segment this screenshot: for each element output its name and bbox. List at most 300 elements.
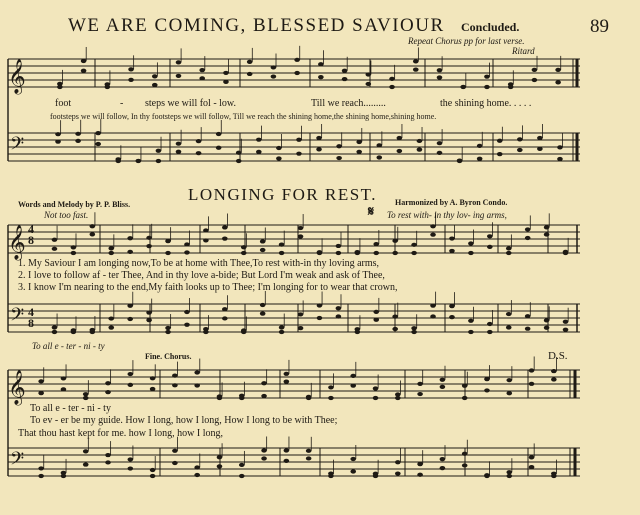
note-head <box>557 145 563 149</box>
verse-1: 1. My Saviour I am longing now,To be at home with Thee,To rest with-in thy loving arms, <box>18 258 380 269</box>
note-head <box>127 236 133 240</box>
bass-clef-icon: 𝄢 <box>10 449 25 474</box>
note-head <box>239 463 245 467</box>
note-head <box>449 236 455 240</box>
note-head <box>397 149 403 153</box>
note-head <box>544 318 550 322</box>
note-head <box>199 76 205 80</box>
note-head <box>557 157 563 161</box>
note-head <box>52 247 58 251</box>
note-head <box>165 239 171 243</box>
note-head <box>241 330 247 334</box>
note-head <box>392 239 398 243</box>
note-head <box>355 251 361 255</box>
note-head <box>395 460 401 464</box>
note-head <box>146 236 152 240</box>
note-head <box>172 383 178 387</box>
note-head <box>136 159 142 163</box>
note-head <box>417 462 423 466</box>
note-head <box>487 322 493 326</box>
note-head <box>261 381 267 385</box>
note-head <box>298 226 304 230</box>
note-head <box>529 382 535 386</box>
note-head <box>487 234 493 238</box>
note-head <box>532 68 538 72</box>
note-head <box>437 75 443 79</box>
note-head <box>115 159 121 163</box>
note-head <box>222 225 228 229</box>
note-head <box>108 251 114 255</box>
note-head <box>462 463 468 467</box>
note-head <box>484 377 490 381</box>
note-head <box>373 251 379 255</box>
note-head <box>430 304 436 308</box>
time-signature-bass: 4 8 <box>28 305 34 330</box>
song-title: WE ARE COMING, BLESSED SAVIOUR <box>68 15 445 36</box>
note-head <box>236 159 242 163</box>
note-head <box>216 146 222 150</box>
pre-lyric: To all e - ter - ni - ty <box>32 341 105 351</box>
note-head <box>55 139 61 143</box>
note-head <box>261 394 267 398</box>
note-head <box>90 232 96 236</box>
ritard-mark: Ritard <box>512 46 535 56</box>
treble-clef-icon: 𝄞 <box>8 225 26 260</box>
note-head <box>318 75 324 79</box>
note-head <box>196 139 202 143</box>
note-head <box>342 77 348 81</box>
tempo-mark: Not too fast. <box>44 210 89 220</box>
note-head <box>194 370 200 374</box>
note-head <box>411 251 417 255</box>
note-head <box>468 251 474 255</box>
note-head <box>156 159 162 163</box>
note-head <box>318 62 324 66</box>
note-head <box>241 245 247 249</box>
note-head <box>555 80 561 84</box>
note-head <box>216 132 222 136</box>
note-head <box>222 237 228 241</box>
note-head <box>437 68 443 72</box>
lyric-s2-1: To all e - ter - ni - ty <box>30 403 111 414</box>
note-head <box>105 460 111 464</box>
note-head <box>376 143 382 147</box>
note-head <box>430 233 436 237</box>
treble-clef-icon: 𝄞 <box>8 59 26 94</box>
note-head <box>223 71 229 75</box>
note-head <box>184 323 190 327</box>
note-head <box>176 150 182 154</box>
note-head <box>506 378 512 382</box>
note-head <box>413 59 419 63</box>
note-head <box>544 232 550 236</box>
note-head <box>165 330 171 334</box>
note-head <box>411 243 417 247</box>
note-head <box>260 311 266 315</box>
note-head <box>260 239 266 243</box>
fine-chorus-label: Fine. Chorus. <box>145 352 192 361</box>
note-head <box>146 318 152 322</box>
note-head <box>468 319 474 323</box>
note-head <box>172 461 178 465</box>
note-head <box>184 250 190 254</box>
note-head <box>176 60 182 64</box>
note-head <box>350 457 356 461</box>
note-head <box>411 330 417 334</box>
note-head <box>373 386 379 390</box>
note-head <box>525 236 531 240</box>
note-head <box>506 391 512 395</box>
note-head <box>71 245 77 249</box>
repeat-chorus-note: Repeat Chorus pp for last verse. <box>408 36 525 46</box>
note-head <box>328 396 334 400</box>
note-head <box>38 391 44 395</box>
note-head <box>38 466 44 470</box>
note-head <box>279 325 285 329</box>
note-head <box>75 139 81 143</box>
note-head <box>350 384 356 388</box>
note-head <box>296 152 302 156</box>
note-head <box>61 474 67 478</box>
note-head <box>413 68 419 72</box>
note-head <box>127 317 133 321</box>
note-head <box>544 326 550 330</box>
note-head <box>449 304 455 308</box>
note-head <box>397 136 403 140</box>
segno-icon: 𝄋 <box>368 205 375 220</box>
note-head <box>128 67 134 71</box>
note-head <box>506 470 512 474</box>
note-head <box>217 455 223 459</box>
note-head <box>247 60 253 64</box>
note-head <box>194 465 200 469</box>
note-head <box>261 456 267 460</box>
note-head <box>128 78 134 82</box>
note-head <box>497 139 503 143</box>
note-head <box>81 69 87 73</box>
note-head <box>194 383 200 387</box>
lyric-top-5: the shining home. . . . . <box>440 98 532 109</box>
note-head <box>199 68 205 72</box>
note-head <box>279 243 285 247</box>
note-head <box>484 75 490 79</box>
note-head <box>317 316 323 320</box>
note-head <box>376 155 382 159</box>
note-head <box>152 74 158 78</box>
note-head <box>487 245 493 249</box>
note-head <box>342 69 348 73</box>
note-head <box>83 396 89 400</box>
note-head <box>105 381 111 385</box>
note-head <box>279 330 285 334</box>
note-head <box>484 85 490 89</box>
note-head <box>52 330 58 334</box>
verse-3: 3. I know I'm nearing to the end,My faith looks up to Thee; I'm longing for to wear that crown, <box>18 282 398 293</box>
note-head <box>294 58 300 62</box>
note-head <box>508 85 514 89</box>
note-head <box>90 330 96 334</box>
note-head <box>105 453 111 457</box>
note-head <box>506 312 512 316</box>
note-head <box>306 449 312 453</box>
note-head <box>105 85 111 89</box>
note-head <box>150 376 156 380</box>
note-head <box>551 474 557 478</box>
note-head <box>57 85 63 89</box>
note-head <box>294 71 300 75</box>
note-head <box>203 330 209 334</box>
note-head <box>563 328 569 332</box>
note-head <box>468 330 474 334</box>
note-head <box>392 327 398 331</box>
note-head <box>389 85 395 89</box>
note-head <box>260 303 266 307</box>
bass-clef-icon: 𝄢 <box>10 305 25 330</box>
note-head <box>328 474 334 478</box>
note-head <box>222 316 228 320</box>
note-head <box>184 242 190 246</box>
note-head <box>194 473 200 477</box>
note-head <box>529 465 535 469</box>
note-head <box>146 310 152 314</box>
note-head <box>506 251 512 255</box>
hymn-title: LONGING FOR REST. <box>188 185 378 204</box>
note-head <box>296 138 302 142</box>
note-head <box>172 374 178 378</box>
note-head <box>430 224 436 228</box>
note-head <box>127 250 133 254</box>
note-head <box>506 246 512 250</box>
note-head <box>83 392 89 396</box>
page-number: 89 <box>590 16 609 37</box>
note-head <box>440 457 446 461</box>
note-head <box>437 141 443 145</box>
note-head <box>184 310 190 314</box>
note-head <box>52 238 58 242</box>
note-head <box>392 251 398 255</box>
note-head <box>306 456 312 460</box>
note-head <box>150 474 156 478</box>
note-head <box>276 156 282 160</box>
note-head <box>71 251 77 255</box>
note-head <box>279 251 285 255</box>
note-head <box>108 316 114 320</box>
note-head <box>506 474 512 478</box>
note-head <box>551 369 557 373</box>
lyric-bottom: footsteps we will follow, In thy footsteps we will follow, Till we reach the shining home,the shining home,shining home. <box>50 112 437 121</box>
note-head <box>239 396 245 400</box>
note-head <box>196 151 202 155</box>
note-head <box>127 304 133 308</box>
note-head <box>417 382 423 386</box>
note-head <box>90 224 96 228</box>
note-head <box>457 159 463 163</box>
note-head <box>437 151 443 155</box>
note-head <box>156 149 162 153</box>
verse-2: 2. I love to follow af - ter Thee, And in thy love a-bide; But Lord I'm weak and ask of Thee, <box>18 270 385 281</box>
note-head <box>551 377 557 381</box>
note-head <box>373 318 379 322</box>
note-head <box>477 157 483 161</box>
note-head <box>83 449 89 453</box>
note-head <box>417 392 423 396</box>
note-head <box>239 474 245 478</box>
note-head <box>150 468 156 472</box>
lyric-s2-3: That thou hast kept for me. how I long, how I long, <box>18 428 223 439</box>
note-head <box>468 241 474 245</box>
note-head <box>75 132 81 136</box>
note-head <box>108 326 114 330</box>
note-head <box>256 138 262 142</box>
note-head <box>417 473 423 477</box>
note-head <box>71 330 77 334</box>
note-head <box>462 396 468 400</box>
note-head <box>172 449 178 453</box>
note-head <box>217 464 223 468</box>
note-head <box>336 144 342 148</box>
note-head <box>373 474 379 478</box>
lyric-top-1: foot <box>55 98 72 109</box>
note-head <box>276 146 282 150</box>
note-head <box>336 306 342 310</box>
note-head <box>316 136 322 140</box>
note-head <box>217 396 223 400</box>
note-head <box>176 142 182 146</box>
note-head <box>317 303 323 307</box>
note-head <box>350 469 356 473</box>
note-head <box>389 77 395 81</box>
note-head <box>261 448 267 452</box>
credit-words: Words and Melody by P. P. Bliss. <box>18 200 131 209</box>
note-head <box>52 325 58 329</box>
note-head <box>517 137 523 141</box>
note-head <box>61 376 67 380</box>
note-head <box>544 225 550 229</box>
note-head <box>563 320 569 324</box>
note-head <box>460 85 466 89</box>
segno-text: To rest with- in thy lov- ing arms, <box>387 210 507 220</box>
note-head <box>247 72 253 76</box>
note-head <box>150 387 156 391</box>
note-head <box>417 148 423 152</box>
note-head <box>165 326 171 330</box>
note-head <box>411 326 417 330</box>
note-head <box>306 396 312 400</box>
note-head <box>395 396 401 400</box>
note-head <box>222 307 228 311</box>
note-head <box>271 74 277 78</box>
note-head <box>555 68 561 72</box>
note-head <box>128 466 134 470</box>
note-head <box>271 65 277 69</box>
note-head <box>497 152 503 156</box>
note-head <box>484 388 490 392</box>
note-head <box>529 455 535 459</box>
note-head <box>563 251 569 255</box>
note-head <box>336 156 342 160</box>
note-head <box>525 314 531 318</box>
concluded-label: Concluded. <box>461 20 520 34</box>
note-head <box>284 459 290 463</box>
note-head <box>462 452 468 456</box>
note-head <box>316 147 322 151</box>
treble-clef-icon: 𝄞 <box>8 370 26 405</box>
note-head <box>532 78 538 82</box>
bass-clef-icon: 𝄢 <box>10 134 25 159</box>
note-head <box>350 374 356 378</box>
note-head <box>328 385 334 389</box>
note-head <box>373 396 379 400</box>
note-head <box>506 325 512 329</box>
credit-harmony: Harmonized by A. Byron Condo. <box>395 198 508 207</box>
note-head <box>440 385 446 389</box>
note-head <box>236 151 242 155</box>
note-head <box>38 379 44 383</box>
note-head <box>81 59 87 63</box>
note-head <box>484 474 490 478</box>
note-head <box>55 132 61 136</box>
lyric-top-2: - <box>120 98 124 109</box>
note-head <box>152 83 158 87</box>
note-head <box>95 131 101 135</box>
note-head <box>366 82 372 86</box>
lyric-top-4: Till we reach......... <box>311 98 386 109</box>
lyric-top-3: steps we will fol - low. <box>145 98 237 109</box>
lyric-s2-2: To ev - er be my guide. How I long, how I long, How I long to be with Thee; <box>30 415 338 426</box>
note-head <box>356 150 362 154</box>
note-head <box>336 314 342 318</box>
note-head <box>108 246 114 250</box>
note-head <box>284 448 290 452</box>
note-head <box>176 74 182 78</box>
ds-label: D.S. <box>548 350 568 362</box>
note-head <box>449 249 455 253</box>
note-head <box>395 471 401 475</box>
note-head <box>61 387 67 391</box>
note-head <box>260 248 266 252</box>
note-head <box>356 140 362 144</box>
time-signature-top: 4 8 <box>28 222 34 247</box>
note-head <box>38 474 44 478</box>
note-head <box>529 368 535 372</box>
note-head <box>256 150 262 154</box>
note-head <box>284 372 290 376</box>
note-head <box>128 457 134 461</box>
note-head <box>462 384 468 388</box>
note-head <box>373 242 379 246</box>
note-head <box>128 383 134 387</box>
note-head <box>128 372 134 376</box>
note-head <box>105 390 111 394</box>
note-head <box>284 380 290 384</box>
note-head <box>336 244 342 248</box>
note-head <box>83 462 89 466</box>
note-head <box>537 147 543 151</box>
note-head <box>487 330 493 334</box>
note-head <box>477 144 483 148</box>
note-head <box>449 315 455 319</box>
note-head <box>417 139 423 143</box>
note-head <box>241 251 247 255</box>
note-head <box>298 326 304 330</box>
note-head <box>355 330 361 334</box>
note-head <box>525 327 531 331</box>
note-head <box>392 315 398 319</box>
note-head <box>440 378 446 382</box>
note-head <box>525 227 531 231</box>
note-head <box>317 251 323 255</box>
note-head <box>223 80 229 84</box>
